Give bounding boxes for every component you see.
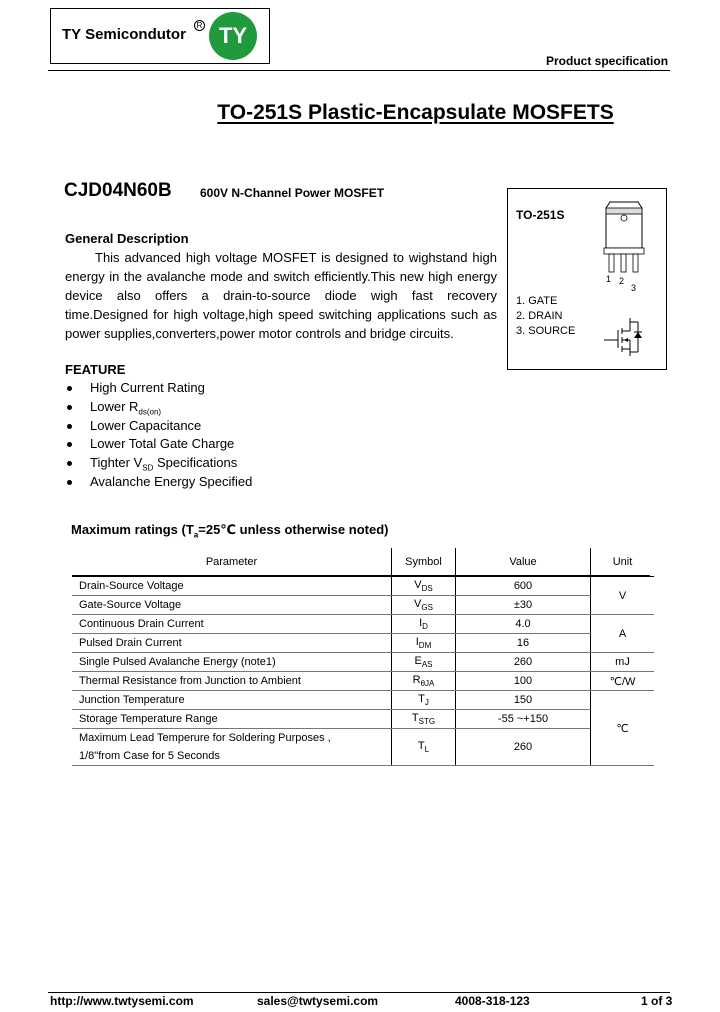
package-drawing-icon — [590, 196, 660, 296]
general-description-heading: General Description — [65, 231, 189, 246]
feature-item: High Current Rating — [65, 379, 252, 398]
page-number: 1 of 3 — [641, 994, 673, 1008]
package-name: TO-251S — [516, 208, 565, 222]
part-number: CJD04N60B — [64, 180, 172, 201]
col-value: Value — [456, 548, 591, 577]
feature-heading: FEATURE — [65, 362, 126, 377]
feature-list — [65, 379, 252, 492]
footer-divider — [48, 992, 670, 993]
header-divider — [48, 70, 670, 71]
table-row: Pulsed Drain Current $I_{DM}$ 16 — [72, 634, 654, 653]
footer-url[interactable]: http://www.twtysemi.com — [50, 994, 194, 1008]
pin-list — [516, 294, 575, 339]
table-row: Continuous Drain Current $I_D$ 4.0 A — [72, 615, 654, 634]
table-header-row — [72, 548, 654, 577]
table-row: Drain-Source Voltage $V_{DS}$ 600 V — [72, 577, 654, 596]
table-row: Gate-Source Voltage $V_{GS}$ ±30 — [72, 596, 654, 615]
page-title: TO-251S Plastic-Encapsulate MOSFETS — [217, 101, 614, 124]
feature-item: Lower Total Gate Charge — [65, 435, 252, 454]
ratings-table — [72, 548, 654, 766]
col-symbol: Symbol — [392, 548, 456, 577]
part-description: 600V N-Channel Power MOSFET — [200, 186, 385, 200]
footer-email[interactable]: sales@twtysemi.com — [257, 994, 379, 1008]
company-name: TY Semicondutor — [62, 26, 186, 43]
col-unit: Unit — [591, 548, 655, 577]
col-parameter: Parameter — [72, 548, 392, 577]
pin-source: 3. SOURCE — [516, 325, 576, 337]
table-row: Single Pulsed Avalanche Energy (note1) $E_{AS}$ 260 mJ — [72, 653, 654, 672]
table-row: Junction Temperature $T_J$ 150 ℃ — [72, 691, 654, 710]
feature-item: Lower $R_{ds(on)}$ — [65, 398, 252, 417]
table-row: Maximum Lead Temperure for Soldering Purposes , 1/8"from Case for 5 Seconds $T_L$ 260 — [72, 729, 654, 766]
ratings-heading: Maximum ratings ($T_a=25℃$ unless otherwise noted) — [71, 522, 389, 540]
feature-item: Tighter $V_{SD}$ Specifications — [65, 454, 252, 473]
ty-logo: TY — [209, 12, 257, 60]
product-spec-label: Product specification — [546, 54, 669, 68]
registered-mark-icon: R — [194, 20, 205, 31]
pin-drain: 2. DRAIN — [516, 310, 563, 322]
table-row: Storage Temperature Range $T_{STG}$ -55 ~+150 — [72, 710, 654, 729]
mosfet-symbol-icon — [602, 314, 650, 358]
pin-gate: 1. GATE — [516, 295, 558, 307]
pin-number: 3 — [631, 283, 637, 293]
footer-phone: 4008-318-123 — [455, 994, 530, 1008]
table-row: Thermal Resistance from Junction to Ambient $R_{\theta JA}$ 100 ℃/W — [72, 672, 654, 691]
general-description-text: This advanced high voltage MOSFET is designed to wighstand high energy in the avalanche mode and switch efficiently.This new high energy device also offers a drain-to-source diode wigh fast recovery time.Designed for high voltage,high speed switching applications such as power supplies,converters,power motor controls and bridge circuits. — [65, 250, 497, 341]
pin-number: 1 — [606, 274, 612, 284]
feature-item: Avalanche Energy Specified — [65, 473, 252, 492]
pin-number: 2 — [619, 276, 625, 286]
feature-item: Lower Capacitance — [65, 417, 252, 436]
